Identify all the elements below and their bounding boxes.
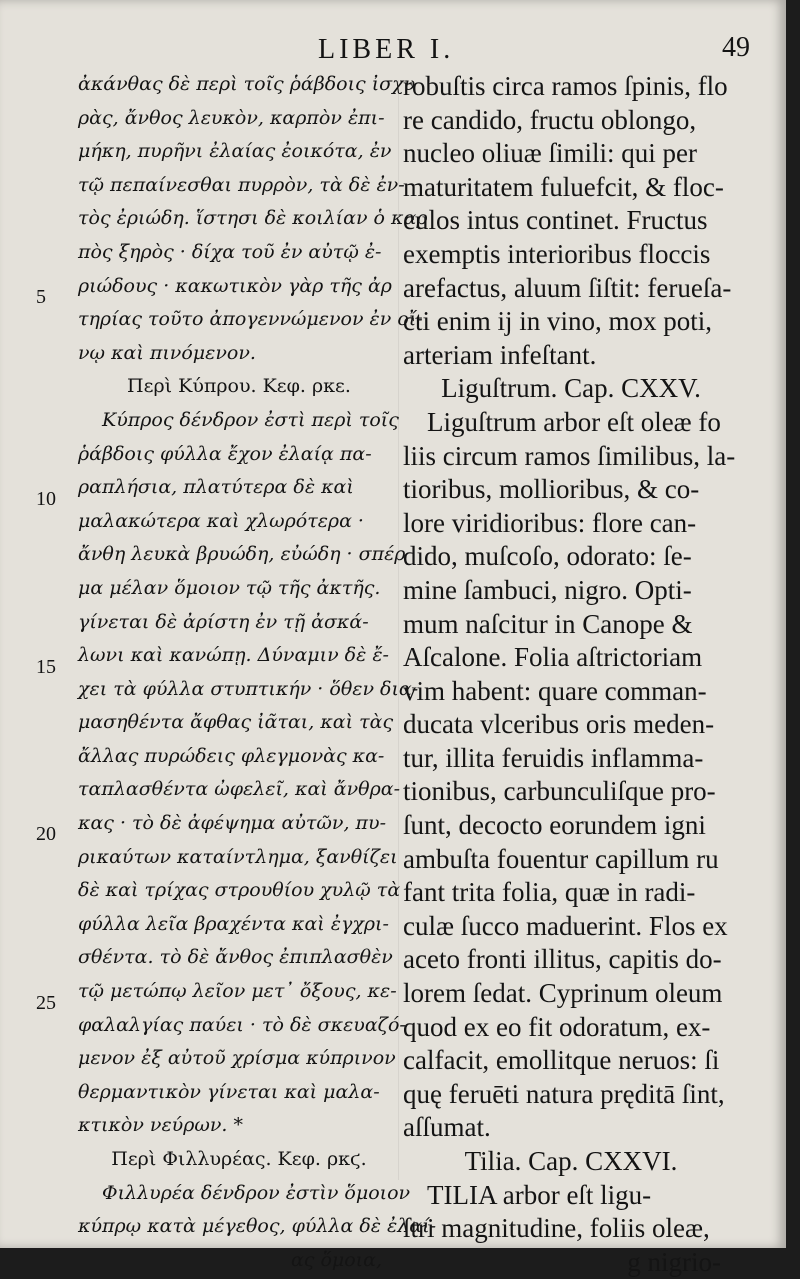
latin-line: quę feruēti natura pręditā ſint,: [403, 1078, 725, 1109]
greek-line: δὲ καὶ τρίχας στρουθίου χυλῷ τὰ: [78, 879, 401, 902]
latin-line: tionibus, carbunculiſque pro-: [403, 776, 716, 807]
latin-line: aceto fronti illitus, capitis do-: [403, 944, 722, 975]
greek-line: κύπρῳ κατὰ μέγεθος, φύλλα δὲ ἐλαί-: [78, 1215, 436, 1238]
page-number: 49: [722, 32, 750, 63]
greek-line: ρὰς, ἄνθος λευκὸν, καρπὸν ἐπι-: [78, 106, 385, 129]
greek-line: σθέντα. τὸ δὲ ἄνθος ἐπιπλασθὲν: [78, 946, 393, 969]
latin-line: culos intus continet. Fructus: [403, 205, 708, 236]
greek-line: πὸς ξηρὸς · δίχα τοῦ ἐν αὐτῷ ἐ-: [78, 240, 382, 263]
latin-line: arefactus, aluum ſiſtit: ferueſa-: [403, 272, 732, 303]
greek-line: χει τὰ φύλλα στυπτικήν · ὅθεν δια-: [78, 677, 419, 700]
latin-line-signature: g nigrio-: [627, 1246, 721, 1277]
line-number: 10: [36, 488, 56, 510]
greek-line: φαλαλγίας παύει · τὸ δὲ σκευαζό-: [78, 1013, 406, 1036]
latin-chapter-heading: Liguſtrum. Cap. CXXV.: [441, 373, 701, 404]
greek-line: ἀκάνθας δὲ περὶ τοῖς ῥάβδοις ἰσχυ: [78, 73, 416, 95]
greek-line: νῳ καὶ πινόμενον.: [78, 341, 256, 364]
greek-line: τηρίας τοῦτο ἀπογεννώμενον ἐν οἴ-: [78, 308, 423, 331]
greek-chapter-heading: Περὶ Κύπρου. Κεφ. ρκε.: [127, 375, 351, 398]
latin-line: re candido, fructu oblongo,: [403, 104, 697, 135]
latin-line: liis circum ramos ſimilibus, la-: [403, 440, 736, 471]
latin-line: ducata vlceribus oris meden-: [403, 709, 715, 740]
latin-line: culæ ſucco maduerint. Flos ex: [403, 910, 728, 941]
greek-line: μα μέλαν ὅμοιον τῷ τῆς ἀκτῆς.: [78, 576, 381, 599]
latin-line: lore viridioribus: flore can-: [403, 507, 697, 538]
line-number: 20: [36, 823, 56, 845]
greek-chapter-heading: Περὶ Φιλλυρέας. Κεφ. ρκϛ.: [111, 1148, 367, 1170]
latin-line: nucleo oliuæ ſimili: qui per: [403, 138, 697, 169]
latin-line: robuſtis circa ramos ſpinis, flo: [403, 71, 728, 101]
line-number: 25: [36, 992, 56, 1014]
greek-line: μήκη, πυρῆνι ἐλαίας ἐοικότα, ἐν: [78, 140, 392, 163]
greek-line: Κύπρος δένδρον ἐστὶ περὶ τοῖς: [102, 408, 399, 431]
latin-line: arteriam infeſtant.: [403, 339, 597, 370]
line-number: 15: [36, 656, 56, 678]
greek-line: ῥάβδοις φύλλα ἔχον ἐλαίᾳ πα-: [78, 442, 372, 465]
greek-line: ἄνθη λευκὰ βρυώδη, εὐώδη · σπέρ: [78, 543, 406, 566]
latin-line: fant trita folia, quæ in radi-: [403, 877, 696, 908]
greek-line: ραπλήσια, πλατύτερα δὲ καὶ: [78, 476, 354, 499]
latin-line: calfacit, emollitque neruos: ſi: [403, 1045, 720, 1076]
latin-line: vim habent: quare comman-: [403, 675, 707, 706]
greek-line: τῷ μετώπῳ λεῖον μετ᾽ ὄξους, κε-: [78, 980, 397, 1003]
latin-line: lorem ſedat. Cyprinum oleum: [403, 978, 723, 1009]
greek-line: κας · τὸ δὲ ἀφέψημα αὐτῶν, πυ-: [78, 812, 387, 835]
greek-line: θερμαντικὸν γίνεται καὶ μαλα-: [78, 1080, 380, 1103]
latin-line: cti enim ij in vino, mox poti,: [403, 306, 712, 337]
greek-line: ταπλασθέντα ὠφελεῖ, καὶ ἄνθρα-: [78, 778, 401, 801]
latin-line: dido, muſcoſo, odorato: ſe-: [403, 541, 692, 572]
latin-line: Aſcalone. Folia aſtrictoriam: [403, 642, 703, 673]
greek-text-column: [78, 68, 436, 1277]
latin-line: ſtri magnitudine, foliis oleæ,: [403, 1213, 710, 1244]
greek-line: Φιλλυρέα δένδρον ἐστὶν ὅμοιον: [102, 1181, 411, 1204]
latin-line: ambuſta fouentur capillum ru: [403, 843, 719, 874]
latin-line: ſunt, decocto eorundem igni: [403, 810, 706, 841]
greek-line: γίνεται δὲ ἀρίστη ἐν τῇ ἀσκά-: [78, 610, 369, 633]
latin-line: tur, illita feruidis inflamma-: [403, 742, 704, 773]
latin-line: maturitatem fuluefcit, & floc-: [403, 171, 724, 202]
line-number: 5: [36, 286, 46, 308]
greek-line: κτικὸν νεύρων. *: [78, 1114, 243, 1137]
latin-line: aſſumat.: [403, 1112, 491, 1143]
latin-line: mine ſambuci, nigro. Opti-: [403, 574, 692, 605]
greek-line: ἄλλας πυρώδεις φλεγμονὰς κα-: [78, 744, 385, 767]
greek-line: μαλακώτερα καὶ χλωρότερα ·: [78, 509, 364, 532]
greek-line: ας ὅμοια,: [290, 1248, 382, 1271]
latin-line: quod ex eo fit odoratum, ex-: [403, 1011, 711, 1042]
latin-line: TILIA arbor eſt ligu-: [427, 1179, 652, 1210]
greek-line: μασηθέντα ἄφθας ἰᾶται, καὶ τὰς: [78, 711, 394, 734]
latin-line: exemptis interioribus floccis: [403, 238, 711, 269]
greek-line: λωνι καὶ κανώπῃ. Δύναμιν δὲ ἔ-: [78, 644, 389, 667]
latin-chapter-heading: Tilia. Cap. CXXVI.: [464, 1146, 678, 1176]
latin-text-column: [403, 70, 739, 1279]
running-head: LIBER I.: [318, 34, 455, 65]
greek-line: τῷ πεπαίνεσθαι πυρρὸν, τὰ δὲ ἐν-: [78, 173, 405, 196]
latin-line: tioribus, mollioribus, & co-: [403, 474, 700, 505]
latin-line: Liguſtrum arbor eſt oleæ fo: [427, 406, 721, 437]
latin-line: mum naſcitur in Canope &: [403, 608, 693, 639]
greek-line: ρικαύτων καταίντλημα, ξανθίζει: [78, 845, 398, 868]
greek-line: τὸς ἐριώδη. ἵστησι δὲ κοιλίαν ὁ καρ: [78, 207, 428, 230]
greek-line: μενον ἐξ αὐτοῦ χρίσμα κύπρινον: [78, 1047, 396, 1070]
greek-line: ριώδους · κακωτικὸν γὰρ τῆς ἀρ: [78, 274, 392, 297]
greek-line: φύλλα λεῖα βραχέντα καὶ ἐγχρι-: [78, 912, 389, 935]
